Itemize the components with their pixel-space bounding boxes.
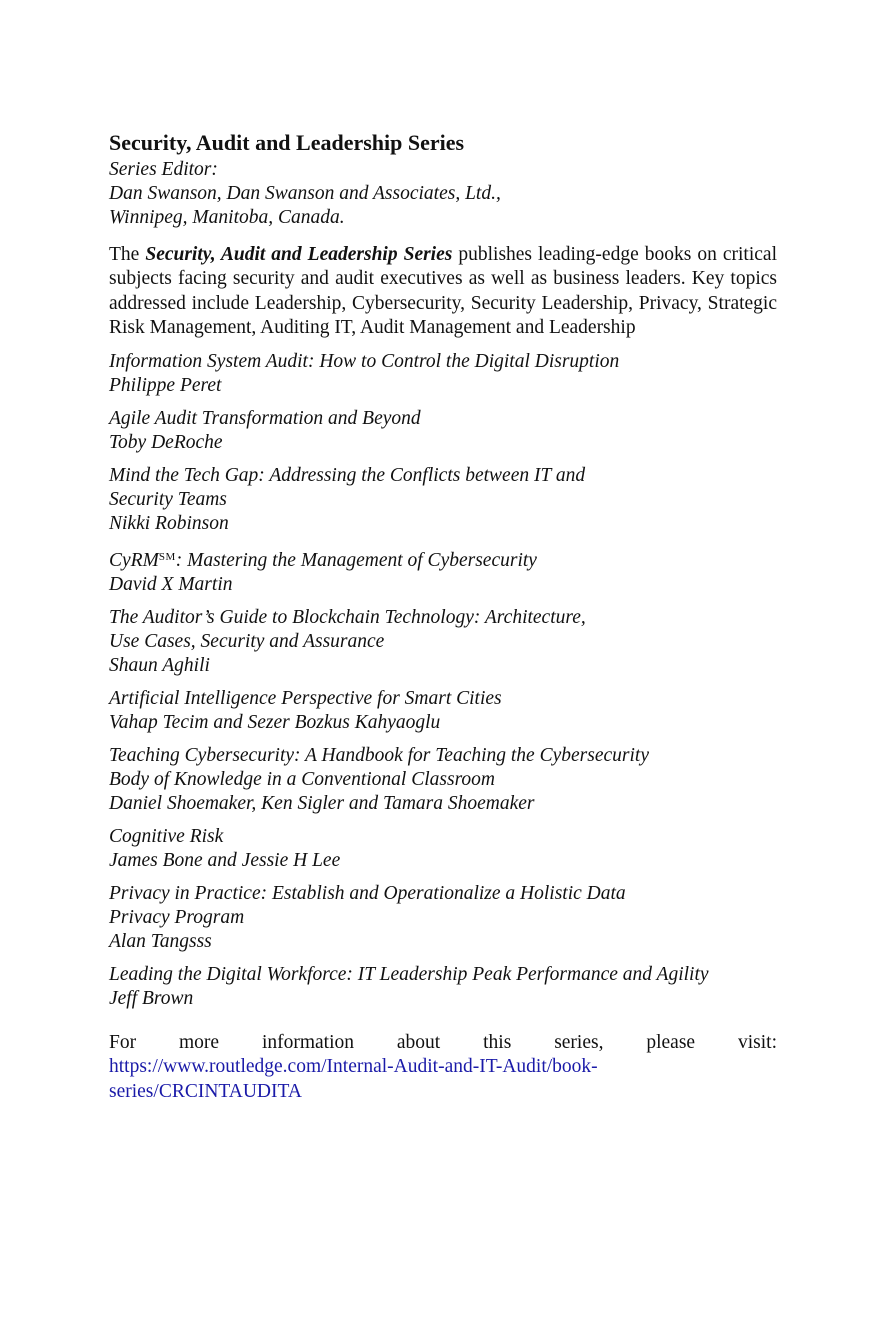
series-link[interactable]: https://www.routledge.com/Internal-Audit-and-IT-Audit/book-series/CRCINTAUDITA: [109, 1056, 598, 1102]
series-page: [109, 128, 777, 1104]
book-entry: [109, 744, 777, 816]
book-author: Philippe Peret: [109, 375, 222, 397]
book-author: Daniel Shoemaker, Ken Sigler and Tamara Shoemaker: [109, 793, 535, 815]
series-editor-label: Series Editor:: [109, 159, 218, 180]
book-title-part: CyRM: [109, 550, 159, 572]
book-title-continued: Body of Knowledge in a Conventional Classroom: [109, 769, 496, 791]
book-entry: [109, 825, 777, 873]
more-info: [109, 1031, 777, 1104]
book-list: [109, 350, 777, 1011]
service-mark: SM: [158, 551, 176, 564]
intro-prefix: The: [109, 244, 146, 265]
book-author: Shaun Aghili: [109, 655, 210, 677]
book-author: Nikki Robinson: [109, 513, 229, 535]
series-description: [109, 243, 777, 340]
book-author: Jeff Brown: [109, 988, 194, 1010]
book-title: Artificial Intelligence Perspective for Smart Cities: [109, 688, 502, 710]
book-title: The Auditor’s Guide to Blockchain Technology: Architecture,: [109, 607, 586, 629]
book-entry: [109, 963, 777, 1011]
more-info-text: For more information about this series, please visit:: [109, 1032, 777, 1054]
book-title-continued: Security Teams: [109, 489, 227, 511]
book-title-continued: Privacy Program: [109, 907, 245, 929]
book-entry: [109, 545, 777, 597]
book-title: Cognitive Risk: [109, 826, 224, 848]
book-title: Teaching Cybersecurity: A Handbook for Teaching the Cybersecurity: [109, 745, 649, 767]
book-title: [109, 545, 777, 573]
book-title: Information System Audit: How to Control the Digital Disruption: [109, 351, 620, 373]
book-author: James Bone and Jessie H Lee: [109, 850, 341, 872]
series-editor-block: [109, 158, 777, 230]
book-entry: [109, 687, 777, 735]
book-entry: [109, 350, 777, 398]
book-entry: [109, 882, 777, 954]
series-title: Security, Audit and Leadership Series: [109, 130, 465, 155]
book-author: Toby DeRoche: [109, 432, 223, 454]
book-entry: [109, 464, 777, 536]
book-author: Vahap Tecim and Sezer Bozkus Kahyaoglu: [109, 712, 441, 734]
book-title-part: : Mastering the Management of Cybersecurity: [175, 550, 537, 572]
intro-series-name: Security, Audit and Leadership Series: [145, 244, 453, 265]
book-entry: [109, 606, 777, 678]
book-title: Mind the Tech Gap: Addressing the Conflicts between IT and: [109, 465, 586, 487]
book-author: Alan Tangsss: [109, 931, 212, 953]
intro-suffix: publishes leading-edge books on critical subjects facing security and audit executives as well as business leaders. Key topics addressed include Leadership, Cybersecurity, Security Leadership, Privacy, Strategic Risk Management, Auditing IT, Audit Management and Leadership: [109, 244, 777, 338]
book-entry: [109, 407, 777, 455]
book-author: David X Martin: [109, 574, 233, 596]
series-editor-name: Dan Swanson, Dan Swanson and Associates, Ltd.,: [109, 183, 501, 204]
book-title: Leading the Digital Workforce: IT Leadership Peak Performance and Agility: [109, 964, 709, 986]
series-editor-location: Winnipeg, Manitoba, Canada.: [109, 207, 345, 228]
book-title: Privacy in Practice: Establish and Operationalize a Holistic Data: [109, 883, 626, 905]
book-title-continued: Use Cases, Security and Assurance: [109, 631, 385, 653]
book-title: Agile Audit Transformation and Beyond: [109, 408, 421, 430]
